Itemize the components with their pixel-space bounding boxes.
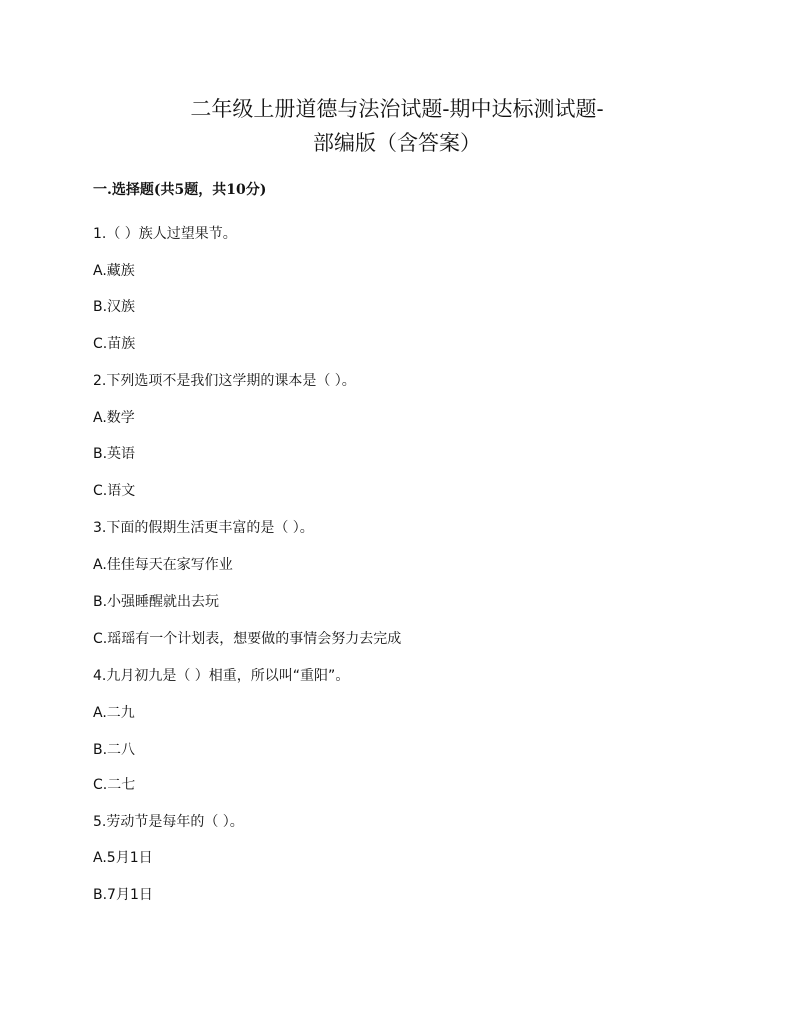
question-3-option-a: A.佳佳每天在家写作业 bbox=[93, 557, 233, 573]
question-2-option-a: A.数学 bbox=[93, 410, 135, 426]
question-2-option-b: B.英语 bbox=[93, 446, 136, 462]
question-4-option-b: B.二八 bbox=[93, 742, 136, 758]
section-heading: 一.选择题(共5题，共10分) bbox=[93, 182, 267, 198]
question-4-option-c: C.二七 bbox=[93, 777, 136, 793]
question-4-option-a: A.二九 bbox=[93, 705, 135, 721]
question-1-option-b: B.汉族 bbox=[93, 299, 136, 315]
question-1-option-c: C.苗族 bbox=[93, 336, 136, 352]
question-2-option-c: C.语文 bbox=[93, 483, 136, 499]
question-3-stem: 3.下面的假期生活更丰富的是（ ）。 bbox=[93, 520, 314, 536]
question-1-option-a: A.藏族 bbox=[93, 263, 135, 279]
question-1-stem: 1.（ ）族人过望果节。 bbox=[93, 226, 237, 242]
question-3-option-b: B.小强睡醒就出去玩 bbox=[93, 594, 220, 610]
document-title-line-2: 部编版（含答案） bbox=[313, 131, 481, 155]
question-3-option-c: C.瑶瑶有一个计划表，想要做的事情会努力去完成 bbox=[93, 631, 402, 647]
document-title-line-1: 二年级上册道德与法治试题-期中达标测试题- bbox=[190, 97, 604, 121]
question-5-option-b: B.7月1日 bbox=[93, 887, 153, 903]
question-5-option-a: A.5月1日 bbox=[93, 850, 153, 866]
question-4-stem: 4.九月初九是（ ）相重，所以叫“重阳”。 bbox=[93, 668, 350, 684]
question-5-stem: 5.劳动节是每年的（ ）。 bbox=[93, 814, 244, 830]
question-2-stem: 2.下列选项不是我们这学期的课本是（ ）。 bbox=[93, 373, 356, 389]
